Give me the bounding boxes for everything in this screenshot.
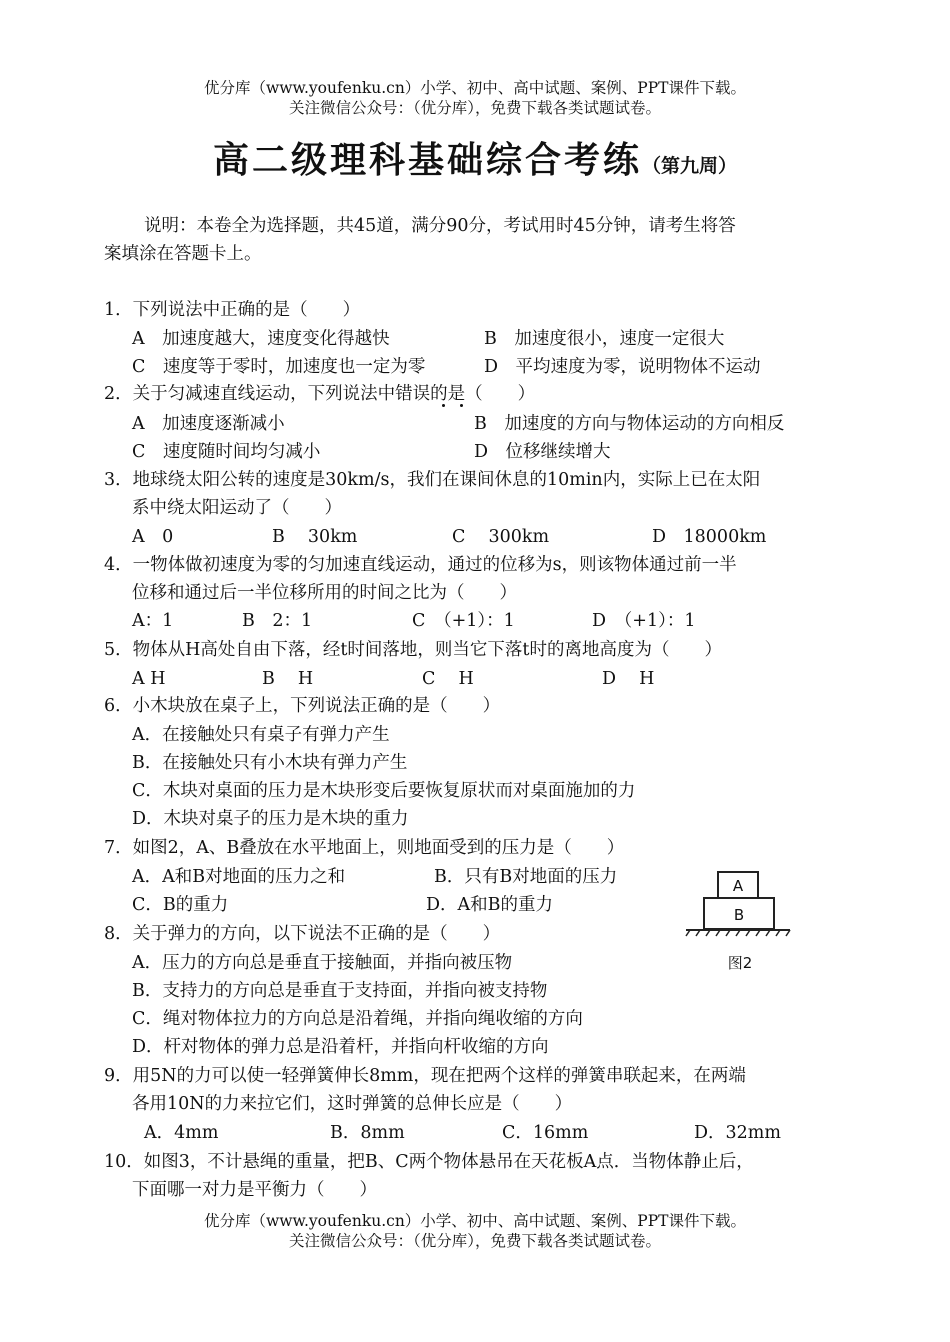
q4-option-d: D （+1）：1 [592,611,696,631]
q2-option-a: A 加速度逐渐减小 [132,414,285,434]
intro-line-1: 说明：本卷全为选择题，共45道，满分90分，考试用时45分钟，请考生将答 [144,216,736,236]
q8-option-c: C．绳对物体拉力的方向总是沿着绳，并指向绳收缩的方向 [132,1009,583,1029]
q9-stem-1: 9．用5N的力可以使一轻弹簧伸长8mm，现在把两个这样的弹簧串联起来，在两端 [104,1066,746,1086]
q1-option-a: A 加速度越大，速度变化得越快 [132,329,390,349]
figure-2 [684,866,796,978]
q8-option-d: D．杆对物体的弹力总是沿着杆，并指向杆收缩的方向 [132,1037,549,1057]
q7-option-c: C．B的重力 [132,895,229,915]
q4-stem-1: 4．一物体做初速度为零的匀加速直线运动，通过的位移为s，则该物体通过前一半 [104,555,737,575]
q6-option-a: A．在接触处只有桌子有弹力产生 [132,725,390,745]
footer-line-2: 关注微信公众号：（优分库），免费下载各类试题试卷。 [288,1232,661,1250]
q5-option-d: D H [602,669,655,689]
q6-stem: 6．小木块放在桌子上，下列说法正确的是（ ） [104,696,501,716]
q5-option-a: A H [132,669,166,689]
q10-stem-1: 10．如图3，不计悬绳的重量，把B、C两个物体悬吊在天花板A点．当物体静止后， [104,1152,754,1172]
q4-option-c: C （+1）：1 [412,611,515,631]
q3-option-d: D 18000km [652,527,767,547]
q2-option-c: C 速度随时间均匀减小 [132,442,321,462]
q2-option-b: B 加速度的方向与物体运动的方向相反 [474,414,785,434]
q6-option-d: D．木块对桌子的压力是木块的重力 [132,809,409,829]
footer-line-1: 优分库（www.youfenku.cn）小学、初中、高中试题、案例、PPT课件下载。 [203,1212,747,1230]
page-title [0,132,950,183]
q9-option-a: A．4mm [144,1123,219,1143]
q1-option-d: D 平均速度为零，说明物体不运动 [484,357,761,377]
title-main: 高二级理科基础综合考练 [212,140,642,181]
block-a-label: A [732,877,744,895]
block-b-label: B [733,906,745,924]
q8-option-b: B．支持力的方向总是垂直于支持面，并指向被支持物 [132,981,548,1001]
q3-option-c: C 300km [452,527,550,547]
emphasis-dot [460,404,463,407]
q3-stem-1: 3．地球绕太阳公转的速度是30km/s，我们在课间休息的10min内，实际上已在太阳 [104,470,761,490]
q9-option-d: D．32mm [694,1123,781,1143]
q2-option-d: D 位移继续增大 [474,442,611,462]
q2-stem: 2．关于匀减速直线运动，下列说法中错误的是（ ） [104,384,536,404]
header-line-1: 优分库（www.youfenku.cn）小学、初中、高中试题、案例、PPT课件下载。 [203,79,747,97]
title-sub: （第九周） [642,155,738,177]
q4-stem-2: 位移和通过后一半位移所用的时间之比为（ ） [132,583,517,603]
q3-option-a: A 0 [132,527,174,547]
q8-option-a: A．压力的方向总是垂直于接触面，并指向被压物 [132,953,513,973]
q3-stem-2: 系中绕太阳运动了（ ） [132,498,342,518]
q5-option-b: B H [262,669,314,689]
q6-option-c: C．木块对桌面的压力是木块形变后要恢复原状而对桌面施加的力 [132,781,636,801]
q6-option-b: B．在接触处只有小木块有弹力产生 [132,753,408,773]
q1-stem: 1．下列说法中正确的是（ ） [104,300,361,320]
q9-option-b: B．8mm [330,1123,405,1143]
q3-option-b: B 30km [272,527,358,547]
header-line-2: 关注微信公众号：（优分库），免费下载各类试题试卷。 [288,99,661,117]
q9-option-c: C．16mm [502,1123,589,1143]
figure-2-caption: 图2 [727,954,753,972]
q7-option-d: D．A和B的重力 [426,895,554,915]
q7-option-a: A．A和B对地面的压力之和 [132,867,346,887]
q8-stem: 8．关于弹力的方向，以下说法不正确的是（ ） [104,924,501,944]
q5-stem: 5．物体从H高处自由下落，经t时间落地，则当它下落t时的离地高度为（ ） [104,640,722,660]
emphasis-dot [442,404,445,407]
q7-stem: 7．如图2，A、B叠放在水平地面上，则地面受到的压力是（ ） [104,838,625,858]
q10-stem-2: 下面哪一对力是平衡力（ ） [132,1180,377,1200]
q4-option-b: B 2：1 [242,611,313,631]
q9-stem-2: 各用10N的力来拉它们，这时弹簧的总伸长应是（ ） [132,1094,573,1114]
q5-option-c: C H [422,669,474,689]
q4-option-a: A：1 [132,611,174,631]
intro-line-2: 案填涂在答题卡上。 [104,244,262,264]
q1-option-b: B 加速度很小，速度一定很大 [484,329,725,349]
q7-option-b: B．只有B对地面的压力 [434,867,618,887]
q1-option-c: C 速度等于零时，加速度也一定为零 [132,357,426,377]
